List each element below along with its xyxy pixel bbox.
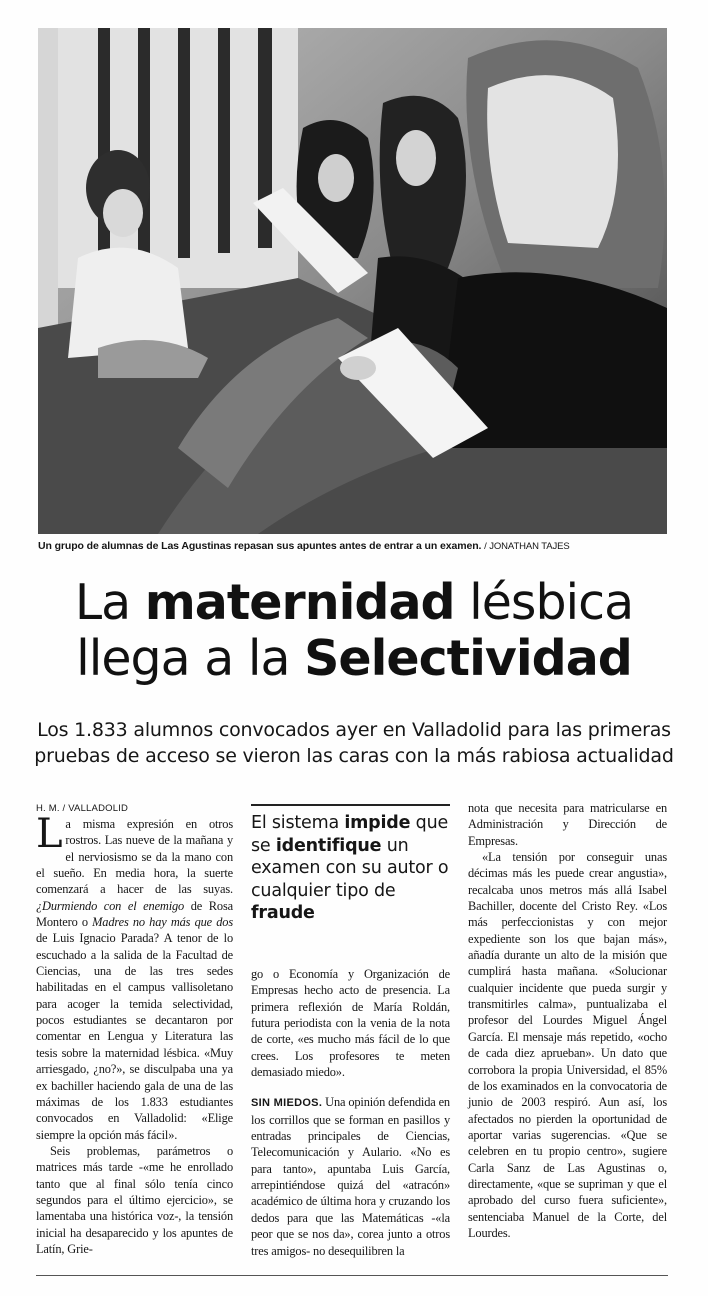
pull-quote-bold: fraude (251, 903, 315, 923)
paragraph: «La tensión por conseguir unas décimas más les puede crear angustia», recalcaba unos metros más allá Isabel Bachiller, docente del Cristo Rey. «Los más perfeccionistas y con mejor expediente son los que bajan más», añadía durante un alto de la misión que cumplirá hasta mañana. «Solucionar cualquier incidente que pueda surgir y transmitirles calma», puntualizaba el profesor del Lourdes Miguel Ángel García. El mensaje más repetido, «ocho de cada diez aprueban». Un dato que corrobora la propia Universidad, el 85% de los examinados en la convocatoria de junio de 2003 respiró. Aun así, los afectados no pierden la oportunidad de aportar varias sugerencias. «Que se celebren en tu propio centro», sugiere Carla Sanz de Las Agustinas o, directamente, «que se supriman y que el aprobado del curso fuera suficiente», sentenciaba Manuel de la Corte, del Lourdes. (468, 850, 667, 1240)
paragraph-text: de Rosa Montero o (36, 898, 233, 930)
article-column-1 (36, 800, 233, 1257)
bottom-rule (36, 1275, 668, 1276)
photo-credit: / JONATHAN TAJES (484, 541, 570, 552)
news-photo (38, 28, 667, 534)
byline: H. M. / VALLADOLID (36, 803, 129, 814)
pull-quote (251, 804, 450, 952)
headline-part: llega a la (76, 630, 305, 687)
section-subhead: SIN MIEDOS. (251, 1097, 323, 1110)
students-studying-illustration (38, 28, 667, 534)
paragraph: go o Economía y Organización de Empresas hecho acto de presencia. La primera reflexión de María Roldán, futura periodista con la venia de la nota de corte, «es mucho más fácil de lo que crees. Los profesores te meten demasiado miedo». (251, 967, 450, 1080)
paragraph (36, 811, 234, 1143)
headline-bold-part: Selectividad (304, 630, 632, 687)
pull-quote-bold: identifique (275, 835, 382, 856)
book-title: Madres no hay más que dos (92, 915, 234, 930)
drop-cap: L (36, 811, 63, 857)
pull-quote-text: que se (251, 813, 449, 856)
paragraph-text: a misma expresión en otros rostros. Las nueve de la mañana y el nerviosismo se da la mano con el sueño. En media hora, la suerte comenzará a hacer de las suyas. (36, 817, 233, 897)
photo-caption (38, 540, 678, 552)
paragraph: nota que necesita para matricularse en Administración y Dirección de Empresas. (468, 801, 667, 848)
paragraph-text: Una opinión defendida en los corrillos que se forman en pasillos y entradas principales de Ciencias, Telecomunicación y Aulario. «No es para tanto», apuntaba Luis García, arrepintiéndose quizá del «atracón» académico de última hora y cruzando los dedos para que las Matemáticas -«la peor que se nos da», corea junto a otros tres amigos- no desequilibren la (251, 1095, 450, 1258)
paragraph-text: de Luis Ignacio Parada? A tenor de lo escuchado a la salida de la Facultad de Ciencias, una de las tres sedes habilitadas en el campus vallisoletano para acoger la temida selectividad, pocos estudiantes se decantaron por comentar en Lengua y Literatura las tesis sobre la maternidad lésbica. «Muy arriesgado, ¿no?», se disculpaba una ya ex bachiller haciendo gala de una de las máximas de los 1.833 estudiantes convocados en Valladolid: «Elige siempre la opción más fácil». (36, 931, 233, 1142)
pull-quote-text: un examen con su autor o cualquier tipo de (251, 835, 449, 901)
article-column-2 (251, 800, 450, 1259)
headline-part: La (74, 574, 145, 631)
article-column-3 (468, 800, 667, 1241)
headline-part: lésbica (454, 574, 634, 631)
headline-bold-part: maternidad (144, 574, 455, 631)
paragraph (251, 1094, 450, 1258)
pull-quote-text: El sistema (251, 813, 345, 833)
deck-subtitle (0, 717, 708, 769)
caption-text: Un grupo de alumnas de Las Agustinas repasan sus apuntes antes de entrar a un examen. (38, 540, 482, 552)
pull-quote-bold: impide (344, 813, 411, 833)
headline (0, 575, 708, 687)
book-title: ¿Durmiendo con el enemigo (36, 898, 185, 913)
deck-line: pruebas de acceso se vieron las caras con la más rabiosa actualidad (34, 745, 674, 767)
deck-line: Los 1.833 alumnos convocados ayer en Valladolid para las primeras (37, 719, 671, 741)
paragraph: Seis problemas, parámetros o matrices más tarde -«me he enrollado tanto que al final sólo tenía cinco segundos para el último ejercicio», se lamentaba una histórica voz-, la tensión inicial ha desaparecido y los apuntes de Latín, Grie- (36, 1143, 233, 1256)
